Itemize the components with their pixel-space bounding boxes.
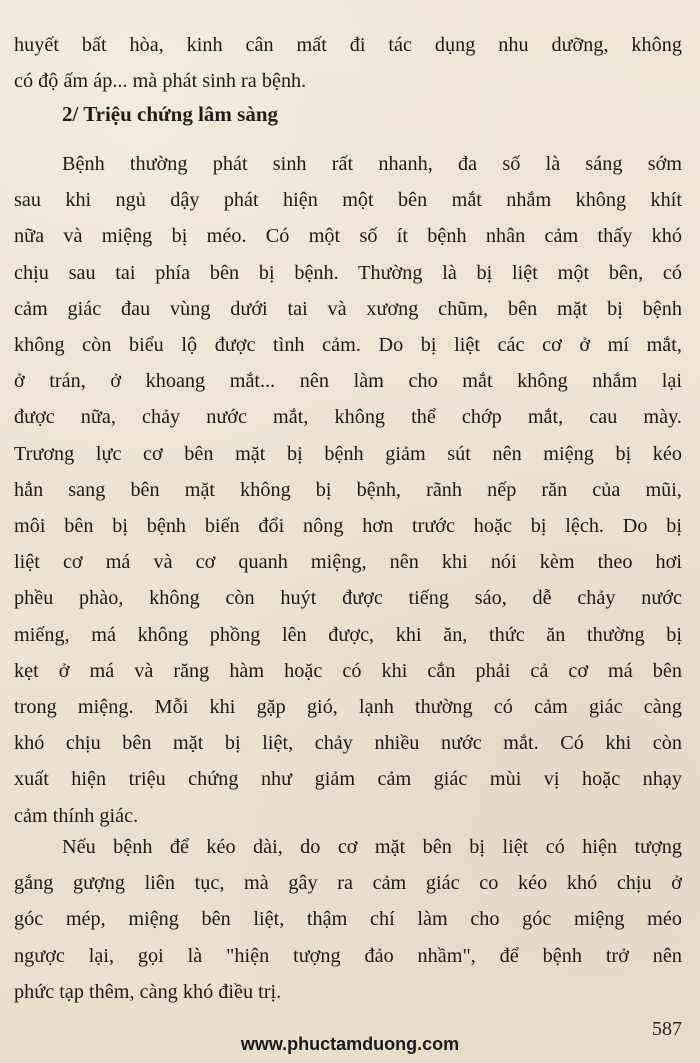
text-line: ở trán, ở khoang mắt... nên làm cho mắt không nhắm lại bbox=[14, 370, 682, 393]
text-line: trong miệng. Mỗi khi gặp gió, lạnh thường có cảm giác càng bbox=[14, 696, 682, 719]
text-line: Nếu bệnh để kéo dài, do cơ mặt bên bị liệt có hiện tượng bbox=[62, 836, 682, 858]
text-line: chịu sau tai phía bên bị bệnh. Thường là bị liệt một bên, có bbox=[14, 261, 682, 284]
text-line: không còn biểu lộ được tình cảm. Do bị liệt các cơ ở mí mắt, bbox=[14, 334, 682, 357]
text-line: ngược lại, gọi là "hiện tượng đảo nhầm", để bệnh trở nên bbox=[14, 944, 682, 967]
text-line: sau khi ngủ dậy phát hiện một bên mắt nhắm không khít bbox=[14, 189, 682, 212]
section-heading: 2/ Triệu chứng lâm sàng bbox=[62, 102, 279, 126]
text-line: Trương lực cơ bên mặt bị bệnh giảm sút nên miệng bị kéo bbox=[14, 442, 682, 465]
text-line: cảm thính giác. bbox=[14, 804, 139, 827]
page-number: 587 bbox=[652, 1018, 682, 1040]
text-line: kẹt ở má và răng hàm hoặc có khi cắn phải cả cơ má bên bbox=[14, 659, 682, 682]
text-line: cảm giác đau vùng dưới tai và xương chũm, bên mặt bị bệnh bbox=[14, 297, 682, 320]
text-line: xuất hiện triệu chứng như giảm cảm giác mùi vị hoặc nhạy bbox=[14, 768, 682, 791]
text-line: có độ ấm áp... mà phát sinh ra bệnh. bbox=[14, 70, 307, 93]
text-line: Bệnh thường phát sinh rất nhanh, đa số là sáng sớm bbox=[62, 153, 682, 175]
text-line: miếng, má không phồng lên được, khi ăn, thức ăn thường bị bbox=[14, 623, 682, 646]
text-line: nữa và miệng bị méo. Có một số ít bệnh nhân cảm thấy khó bbox=[14, 225, 682, 248]
text-line: được nữa, chảy nước mắt, không thể chớp mắt, cau mày. bbox=[14, 406, 682, 429]
text-line: gắng gượng liên tục, mà gây ra cảm giác co kéo khó chịu ở bbox=[14, 872, 682, 895]
text-line: góc mép, miệng bên liệt, thậm chí làm cho góc miệng méo bbox=[14, 908, 682, 931]
text-line: khó chịu bên mặt bị liệt, chảy nhiều nước mắt. Có khi còn bbox=[14, 732, 682, 755]
footer-url: www.phuctamduong.com bbox=[240, 1034, 460, 1054]
paragraph-1 bbox=[14, 146, 682, 834]
top-text-block bbox=[14, 27, 682, 99]
text-line: môi bên bị bệnh biến đổi nông hơn trước hoặc bị lệch. Do bị bbox=[14, 515, 682, 538]
paragraph-2 bbox=[14, 829, 682, 1010]
text-line: liệt cơ má và cơ quanh miệng, nên khi nói kèm theo hơi bbox=[14, 551, 682, 574]
text-line: hẳn sang bên mặt không bị bệnh, rãnh nếp răn của mũi, bbox=[14, 478, 682, 501]
text-line: huyết bất hòa, kinh cân mất đi tác dụng nhu dưỡng, không bbox=[14, 34, 682, 56]
text-line: phức tạp thêm, càng khó điều trị. bbox=[14, 980, 282, 1003]
text-line: phều phào, không còn huýt được tiếng sáo, dễ chảy nước bbox=[14, 587, 682, 610]
